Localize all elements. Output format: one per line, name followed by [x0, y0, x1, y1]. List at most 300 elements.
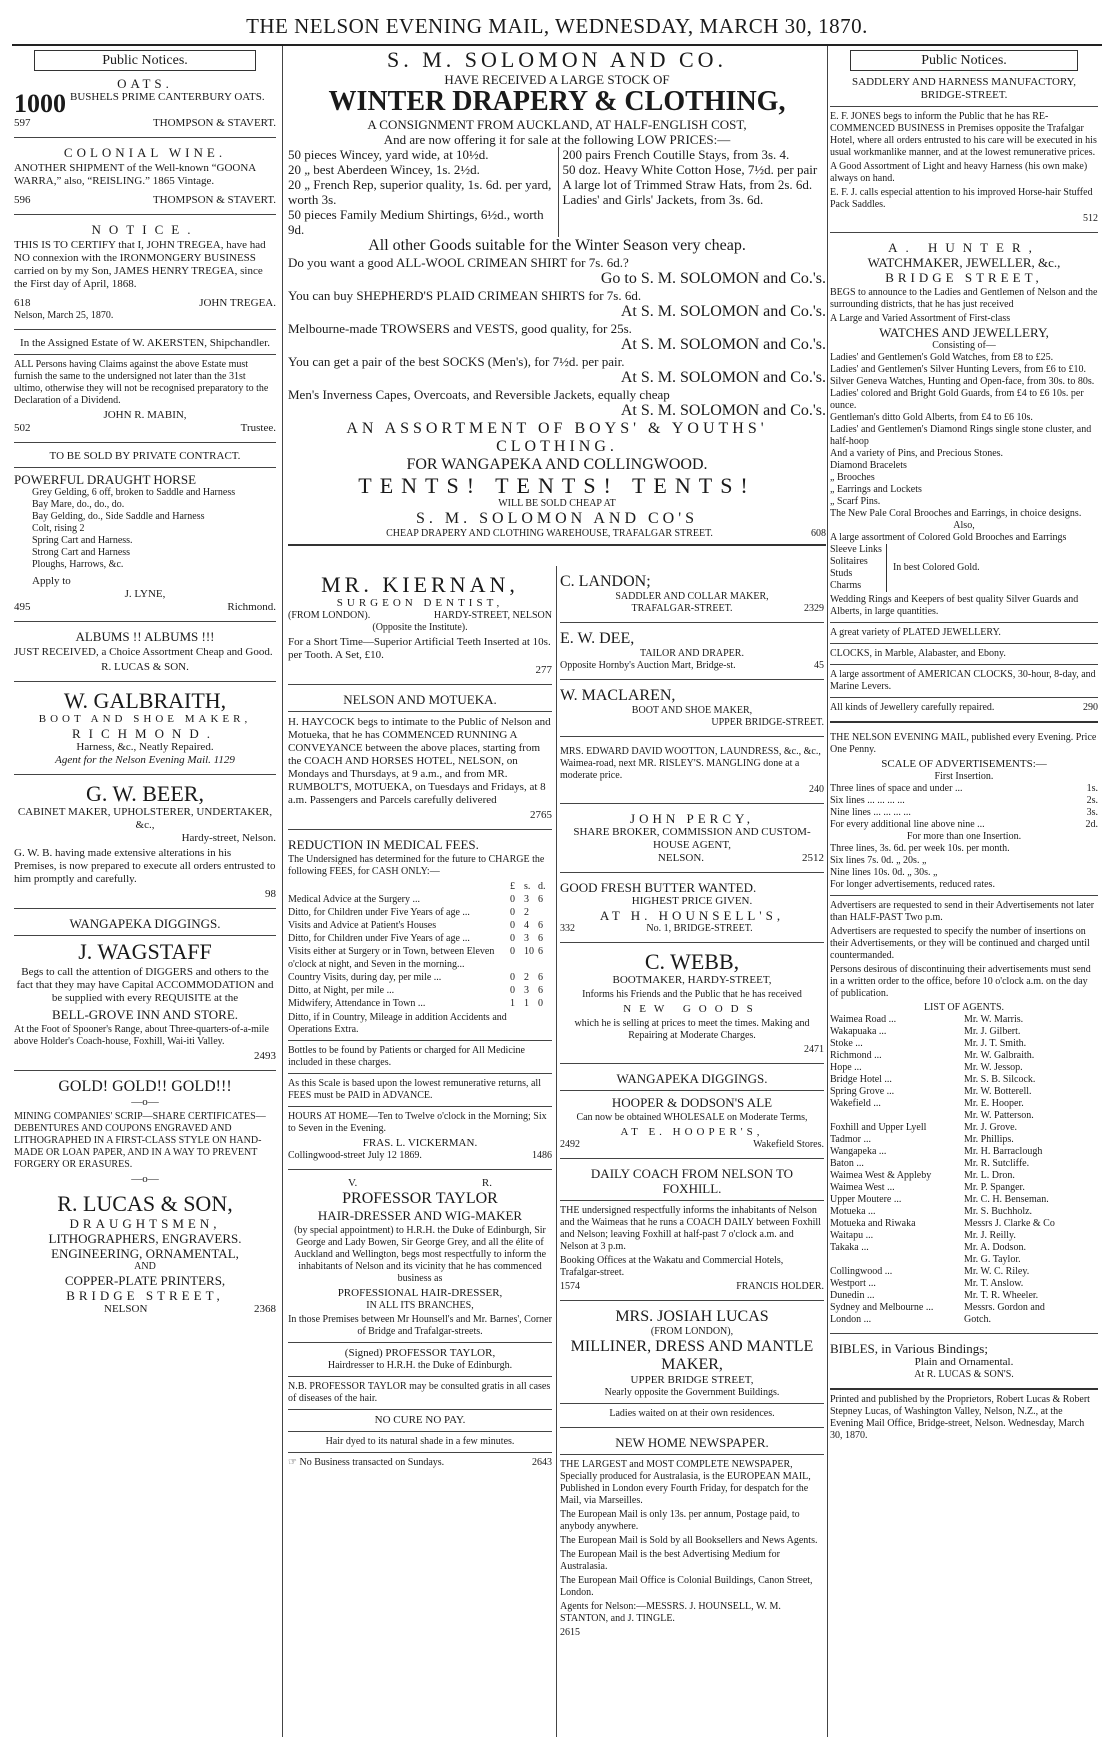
agent-cell: London ... [830, 1314, 872, 1325]
ad-p5: The European Mail Office is Colonial Buildings, Canon Street, London. [560, 1575, 813, 1598]
agent-cell: Mr. P. Spanger. [964, 1182, 1025, 1193]
ad-number: 512 [1083, 213, 1098, 224]
table-row: Visits and Advice at Patient's Houses 0 4 6 [288, 920, 543, 931]
ad-american: A large assortment of AMERICAN CLOCKS, 30-hour, 8-day, and Marine Levers. [830, 669, 1096, 692]
ad-text: G. W. B. having made extensive alterations in his Premises, is now prepared to execute all orders entrusted to him promptly and carefully. [14, 847, 276, 885]
rate-row: Six lines 7s. 0d. „ 20s. „ [830, 855, 927, 866]
column-3 [560, 570, 824, 1642]
ad-trade: WATCHMAKER, JEWELLER, &c., [867, 255, 1061, 270]
ad-p3: E. F. J. calls especial attention to his improved Horse-hair Stuffed Pack Saddles. [830, 187, 1093, 210]
agent-cell: Waimea West ... [830, 1182, 895, 1193]
agents-list [830, 1014, 1098, 1326]
ad-p2: The European Mail is only 13s. per annum, Postage paid, to anybody anywhere. [560, 1509, 800, 1532]
ad-name-2: S. M. SOLOMON AND CO'S [415, 510, 699, 527]
ad-text: THE undersigned respectfully informs the inhabitants of Nelson and the Waimeas that he runs a COACH DAILY between Foxhill and Nelson; leaving Foxhill at half-past 7 o'clock a.m. and Nelson at 3 p.m. [560, 1205, 821, 1252]
ad-vr: R. [481, 1177, 492, 1189]
agent-cell: Spring Grove ... [830, 1086, 895, 1097]
ad-name: G. W. BEER, [86, 781, 204, 806]
list-item: Colt, rising 2 [32, 523, 85, 534]
ad-line: BRIDGE STREET, [66, 1288, 224, 1303]
ad-offer: And are now offering it for sale at the following LOW PRICES:— [383, 132, 731, 147]
agent-cell: Sydney and Melbourne ... [830, 1302, 934, 1313]
fees-header: £ [510, 881, 515, 892]
ad-from: (FROM LONDON). [288, 610, 371, 621]
ad-repair: All kinds of Jewellery carefully repaired. [830, 702, 995, 713]
promo-answer: At S. M. SOLOMON and Co.'s. [620, 402, 826, 419]
agent-cell: Mr. J. Reilly. [964, 1230, 1016, 1241]
agent-cell: Collingwood ... [830, 1266, 893, 1277]
ad-estate [14, 334, 276, 438]
list-item: Studs [830, 568, 853, 579]
list-item: Ladies' colored and Bright Gold Guards, from £4 to £6 10s. per ounce. [830, 388, 1084, 411]
ad-title: COLONIAL WINE. [63, 145, 227, 160]
ad-first: First Insertion. [934, 771, 994, 782]
price-item: Ladies' and Girls' Jackets, from 3s. 6d. [562, 192, 764, 207]
ad-text: Informs his Friends and the Public that he has received [582, 989, 802, 1000]
ad-bibles [830, 1338, 1098, 1384]
price-item: A large lot of Trimmed Straw Hats, from 2s. 6d. [562, 177, 813, 192]
promo-answer: At S. M. SOLOMON and Co.'s. [620, 336, 826, 353]
ad-scale: SCALE OF ADVERTISEMENTS:— [881, 758, 1047, 770]
ad-plated: A great variety of PLATED JEWELLERY. [830, 627, 1001, 638]
ad-text: BUSHELS PRIME CANTERBURY OATS. [70, 91, 265, 103]
column-rule [556, 566, 557, 1737]
masthead: THE NELSON EVENING MAIL, WEDNESDAY, MARCH 30, 1870. [246, 14, 868, 38]
list-item: Gentleman's ditto Gold Alberts, from £4 to £6 10s. [830, 412, 1033, 423]
ad-line: AND [134, 1261, 156, 1272]
agent-cell: Mr. T. R. Wheeler. [964, 1290, 1039, 1301]
ad-premises: In those Premises between Mr Hounsell's and Mr. Barnes', Corner of Bridge and Trafalgar-streets. [288, 1314, 552, 1337]
price-list-left [288, 147, 552, 237]
item-list [14, 487, 276, 571]
ad-number: 1486 [532, 1150, 552, 1161]
ad-mail [830, 727, 1098, 1329]
ad-signature: FRANCIS HOLDER. [736, 1281, 824, 1292]
list-item: Grey Gelding, 6 off, broken to Saddle and Harness [32, 487, 236, 498]
agent-cell: Mr. W. Marris. [964, 1014, 1024, 1025]
ad-p3: The European Mail is Sold by all Booksellers and News Agents. [560, 1535, 818, 1546]
price-item: 50 pieces Family Medium Shirtings, 6½d., worth 9d. [288, 207, 544, 237]
column-2 [288, 570, 552, 1472]
ad-wagstaff [14, 913, 276, 1066]
ad-wootton [560, 741, 824, 799]
price-list-right [558, 147, 827, 237]
ad-number: 2493 [254, 1050, 276, 1062]
list-item: Diamond Bracelets [830, 460, 907, 471]
ad-dyed: Hair dyed to its natural shade in a few minutes. [325, 1436, 515, 1447]
ad-signature: J. LYNE, [124, 588, 166, 600]
ad-coach [560, 1163, 824, 1296]
ad-trade: SADDLER AND COLLAR MAKER, [615, 591, 769, 602]
ad-title: In the Assigned Estate of W. AKERSTEN, Shipchandler. [20, 337, 270, 349]
list-item: „ Earrings and Lockets [830, 484, 922, 495]
ad-longer: For longer advertisements, reduced rates. [830, 879, 995, 890]
list-item: Spring Cart and Harness. [32, 535, 133, 546]
agent-cell: Mr. W. C. Riley. [964, 1266, 1030, 1277]
ad-all: All other Goods suitable for the Winter Season very cheap. [368, 237, 746, 254]
column-4 [830, 48, 1098, 1444]
ad-branches: IN ALL ITS BRANCHES, [366, 1300, 474, 1311]
agent-cell: Waitapu ... [830, 1230, 874, 1241]
ad-name: W. MACLAREN, [560, 687, 676, 704]
ad-consist: Consisting of— [932, 340, 996, 351]
ad-address: Wakefield Stores. [753, 1139, 824, 1150]
ad-number: 2643 [532, 1457, 552, 1468]
ad-p3: Persons desirous of discontinuing their advertisements must send in a written order to the office, before 10 o'clock a.m. on the day of publication. [830, 964, 1091, 999]
ad-big-number: 1000 [14, 89, 66, 118]
ad-warehouse: CHEAP DRAPERY AND CLOTHING WAREHOUSE, TRAFALGAR STREET. [386, 528, 713, 539]
ad-number: 45 [814, 660, 824, 671]
agent-cell: Mr. Phillips. [964, 1134, 1014, 1145]
ad-signature: THOMPSON & STAVERT. [152, 194, 276, 206]
ad-number: 290 [1083, 702, 1098, 713]
agent-cell: Mr. A. Dodson. [964, 1242, 1026, 1253]
agent-cell: Upper Moutere ... [830, 1194, 902, 1205]
ad-agents: Agents for Nelson:—MESSRS. J. HOUNSELL, W. M. STANTON, and J. TINGLE. [560, 1601, 781, 1624]
ad-name: J. WAGSTAFF [78, 939, 212, 964]
ad-at: AT H. HOUNSELL'S, [599, 908, 785, 923]
ad-p1: Advertisers are requested to send in their Advertisements not later than HALF-PAST Two p.m. [830, 900, 1095, 923]
ad-address: Opposite Hornby's Auction Mart, Bridge-st. [560, 660, 736, 671]
table-row: Country Visits, during day, per mile ... 0 2 6 [288, 972, 543, 983]
ad-offices: Booking Offices at the Wakatu and Commercial Hotels, Trafalgar-street. [560, 1255, 784, 1278]
agent-cell: Mr. J. T. Smith. [964, 1038, 1027, 1049]
ad-title: ALBUMS !! ALBUMS !!! [75, 629, 215, 644]
ad-text: H. HAYCOCK begs to intimate to the Public of Nelson and Motueka, that he has COMMENCED RUNNING A CONVEYANCE between the above places, starting from the COACH AND HORSES HOTEL, NELSON, on Mondays and Thursdays, at 9 a.m., and from MR. RUMBOLT'S, MOTUEKA, on Tuesdays and Fridays, at 8 a.m. Passengers and Parcels carefully delivered [288, 716, 551, 806]
imprint: Printed and published by the Proprietors, Robert Lucas & Robert Stepney Lucas, of Washington Valley, Nelson, N.Z., at the Evening Mail Office, Bridge-street, Nelson. Wednesday, March 30, 1870. [830, 1394, 1090, 1441]
price-item: 50 pieces Wincey, yard wide, at 10½d. [288, 147, 489, 162]
ad-divider: —o— [131, 1173, 159, 1185]
ad-address: HARDY-STREET, NELSON [433, 610, 552, 621]
promo-question: Men's Inverness Capes, Overcoats, and Reversible Jackets, equally cheap [288, 387, 670, 402]
agent-cell: Mr. W. Botterell. [964, 1086, 1032, 1097]
ad-name: MRS. JOSIAH LUCAS [615, 1308, 769, 1325]
ad-signature: JOHN R. MABIN, [103, 409, 187, 421]
ad-name: PROFESSOR TAYLOR [342, 1190, 498, 1207]
ad-trade: CABINET MAKER, UPHOLSTERER, UNDERTAKER, &c., [17, 806, 273, 831]
agent-cell: Motueka ... [830, 1206, 876, 1217]
ad-name: C. LANDON; [560, 573, 651, 590]
jewellery-group [830, 544, 887, 592]
ad-opp: (Opposite the Institute). [372, 622, 468, 633]
agent-cell: Tadmor ... [830, 1134, 871, 1145]
ad-number: 608 [811, 528, 826, 539]
ad-mrs-lucas [560, 1305, 824, 1423]
table-row: Visits either at Surgery or in Town, between Eleven o'clock at night, and Seven in the morning... 0 10 6 [288, 946, 543, 970]
ad-title: WANGAPEKA DIGGINGS. [616, 1071, 768, 1086]
agent-cell: Stoke ... [830, 1038, 863, 1049]
ad-kiernan [288, 570, 552, 680]
agent-cell: Hope ... [830, 1062, 862, 1073]
agent-cell: Mr. T. Anslow. [964, 1278, 1024, 1289]
ad-number: 596 [14, 194, 31, 206]
list-item: Sleeve Links [830, 544, 882, 555]
ad-trade: BOOT AND SHOE MAKER, [38, 713, 252, 725]
ad-groupnote: In best Colored Gold. [892, 562, 980, 573]
ad-sub: HAVE RECEIVED A LARGE STOCK OF [444, 72, 670, 87]
ad-trade: SHARE BROKER, COMMISSION AND CUSTOM-HOUSE AGENT, [573, 826, 811, 851]
agent-cell: Mr. J. Grove. [964, 1122, 1018, 1133]
ad-line: LITHOGRAPHERS, ENGRAVERS. [48, 1231, 242, 1246]
ad-line: ENGINEERING, ORNAMENTAL, [51, 1246, 239, 1261]
agent-cell: Mr. L. Dron. [964, 1170, 1015, 1181]
ad-wine [14, 142, 276, 210]
table-row: Medical Advice at the Surgery ... 0 3 6 [288, 894, 543, 905]
ad-number: 2329 [803, 603, 824, 614]
agent-cell: Mr. E. Hooper. [964, 1098, 1024, 1109]
agent-cell: Mr. J. Gilbert. [964, 1026, 1021, 1037]
ad-text: BEGS to announce to the Ladies and Gentlemen of Nelson and the surrounding districts, that he has just received [830, 287, 1098, 310]
ad-number: 2615 [560, 1627, 580, 1638]
masthead-rule [12, 44, 1102, 46]
ad-wj: WATCHES AND JEWELLERY, [879, 325, 1049, 340]
ad-address: UPPER BRIDGE STREET, [630, 1374, 754, 1386]
agent-cell: Foxhill and Upper Lyell [830, 1122, 927, 1133]
ad-prof: PROFESSIONAL HAIR-DRESSER, [337, 1287, 503, 1299]
list-item: And a variety of Pins, and Precious Stones. [830, 448, 1004, 459]
promo-question: You can buy SHEPHERD'S PLAID CRIMEAN SHIRTS for 7s. 6d. [288, 288, 642, 303]
ad-oats [14, 73, 276, 133]
ad-signed: (Signed) PROFESSOR TAYLOR, [344, 1347, 496, 1359]
ad-at: AT E. HOOPER'S, [620, 1126, 764, 1138]
ad-address: TRAFALGAR-STREET. [631, 603, 733, 614]
rate-row: Nine lines ... ... ... ... 3s. [830, 807, 1098, 818]
ad-also: Also, [953, 520, 975, 531]
ad-number: 495 [14, 601, 31, 613]
ad-trade: MILLINER, DRESS AND MANTLE MAKER, [570, 1338, 814, 1373]
table-row: Midwifery, Attendance in Town ... 1 1 0 [288, 998, 543, 1009]
ad-number: 240 [809, 784, 824, 795]
ad-wait: Ladies waited on at their own residences. [609, 1408, 775, 1419]
ad-title: NOTICE. [91, 222, 199, 237]
ad-at: At R. LUCAS & SON'S. [914, 1369, 1014, 1380]
ad-text: JUST RECEIVED, a Choice Assortment Cheap and Good. [14, 646, 273, 658]
ad-landon [560, 570, 824, 618]
ad-nb: N.B. PROFESSOR TAYLOR may be consulted gratis in all cases of diseases of the hair. [288, 1381, 551, 1404]
price-item: 200 pairs French Coutille Stays, from 3s. 4. [562, 147, 790, 162]
list-item: Silver Geneva Watches, Hunting and Open-face, from 30s. to 80s. [830, 376, 1095, 387]
ad-trade: TAILOR AND DRAPER. [640, 648, 744, 659]
ad-street: BRIDGE STREET, [885, 270, 1043, 285]
agent-cell: Mr. R. Sutcliffe. [964, 1158, 1030, 1169]
ad-fees [288, 834, 552, 1165]
ad-place: Hardy-street, Nelson. [181, 832, 276, 844]
table-row: Ditto, at Night, per mile ... 0 3 6 [288, 985, 543, 996]
ad-signature: R. LUCAS & SON. [101, 661, 189, 673]
ad-number: 2368 [254, 1303, 276, 1315]
ad-number: 277 [535, 664, 552, 676]
ad-sale [14, 447, 276, 617]
column-rule [282, 46, 283, 1737]
ad-scale: As this Scale is based upon the lowest remunerative returns, all FEES must be PAID in ADVANCE. [288, 1078, 541, 1101]
agent-cell: Wangapeka ... [830, 1146, 887, 1157]
pointing-hand-icon: ☞ [288, 1457, 297, 1468]
ad-line: COPPER-PLATE PRINTERS, [64, 1273, 226, 1288]
promo-answer: At S. M. SOLOMON and Co.'s. [620, 303, 826, 320]
promo-question: Do you want a good ALL-WOOL CRIMEAN SHIRT for 7s. 6d.? [288, 255, 629, 270]
ad-p2: A Good Assortment of Light and heavy Harness (his own make) always on hand. [830, 161, 1088, 184]
list-item: „ Scarf Pins. [830, 496, 881, 507]
ad-cheap: WILL BE SOLD CHEAP AT [498, 498, 616, 509]
ad-divider: —o— [131, 1096, 159, 1108]
list-item: Solitaires [830, 556, 868, 567]
ad-vr: V. [348, 1177, 358, 1189]
price-item: 50 doz. Heavy White Cotton Hose, 7½d. per pair [562, 162, 818, 177]
ad-title: SURGEON DENTIST, [336, 597, 504, 609]
agent-cell: Mr. W. Patterson. [964, 1110, 1034, 1121]
ad-gold [14, 1075, 276, 1189]
promo-lines [288, 255, 826, 420]
ad-extra: Ditto, if in Country, Mileage in addition Accidents and Operations Extra. [288, 1012, 507, 1035]
ad-price: HIGHEST PRICE GIVEN. [631, 895, 753, 907]
ad-headline: WINTER DRAPERY & CLOTHING, [328, 86, 786, 117]
ad-name: W. GALBRAITH, [63, 688, 227, 713]
rates-list [830, 783, 1098, 831]
ad-text: Can now be obtained WHOLESALE on Moderate Terms, [576, 1112, 808, 1123]
promo-question: You can get a pair of the best SOCKS (Men's), for 7½d. per pair. [288, 354, 625, 369]
ad-text: THE LARGEST and MOST COMPLETE NEWSPAPER, Specially produced for Australasia, is the EUROPEAN MAIL, Published in London every Fourth Friday, for despatch for the Mail, via Marseilles. [560, 1459, 811, 1506]
ad-dee [560, 627, 824, 675]
ad-number: 2765 [530, 809, 552, 821]
ad-text: MRS. EDWARD DAVID WOOTTON, LAUNDRESS, &c., &c., Waimea-road, next MR. RISLEY'S. MANGLING done at a moderate price. [560, 746, 821, 781]
agent-cell: Wakapuaka ... [830, 1026, 887, 1037]
ad-address: Collingwood-street July 12 1869. [288, 1150, 422, 1161]
ad-name: A. HUNTER, [888, 240, 1040, 255]
agent-cell: Mr. S. Buchholz. [964, 1206, 1033, 1217]
ad-sunday: No Business transacted on Sundays. [299, 1457, 445, 1468]
price-item: 20 „ best Aberdeen Wincey, 1s. 2½d. [288, 162, 480, 177]
agent-cell [830, 1110, 964, 1122]
rate-row: Six lines ... ... ... ... 2s. [830, 795, 1098, 806]
ad-hunter [830, 237, 1098, 717]
agent-cell: Motueka and Riwaka [830, 1218, 916, 1229]
agent-cell: Wakefield ... [830, 1098, 881, 1109]
ad-title: NELSON AND MOTUEKA. [343, 692, 497, 707]
ad-name: S. M. SOLOMON AND CO. [386, 47, 728, 72]
ad-number: 332 [560, 923, 575, 934]
ad-trade: BOOT AND SHOE MAKER, [631, 705, 753, 716]
agent-cell: Dunedin ... [830, 1290, 875, 1301]
ad-hours: HOURS AT HOME—Ten to Twelve o'clock in the Morning; Six to Seven in the Evening. [288, 1111, 547, 1134]
ad-name: C. WEBB, [644, 949, 740, 974]
list-item: „ Brooches [830, 472, 875, 483]
ad-lucas [14, 1189, 276, 1319]
ad-title: NEW HOME NEWSPAPER. [615, 1435, 769, 1450]
promo-answer: Go to S. M. SOLOMON and Co.'s. [600, 270, 826, 287]
ad-text: For a Short Time—Superior Artificial Teeth Inserted at 10s. per Tooth. A Set, £10. [288, 636, 551, 661]
promo-answer: At S. M. SOLOMON and Co.'s. [620, 369, 826, 386]
ad-title: WANGAPEKA DIGGINGS. [69, 916, 221, 931]
ad-number: 2512 [801, 852, 824, 864]
ad-colored: A large assortment of Colored Gold Brooches and Earrings [830, 532, 1067, 543]
ad-number: 1574 [560, 1281, 580, 1292]
ad-place: NELSON [104, 1303, 148, 1315]
agent-cell: Mr. W. Jessop. [964, 1062, 1023, 1073]
agent-cell: Baton ... [830, 1158, 864, 1169]
ad-hd: Hairdresser to H.R.H. the Duke of Edinburgh. [327, 1360, 513, 1371]
rate-row: Nine lines 10s. 0d. „ 30s. „ [830, 867, 938, 878]
ad-haycock [288, 689, 552, 825]
ad-text: ALL Persons having Claims against the above Estate must furnish the same to the undersigned not later than the 31st ultimo, otherwise they will not be recognised preparatory to the Declaration of a Dividend. [14, 359, 269, 406]
rate-row: For every additional line above nine ... 2d. [830, 819, 1098, 830]
ad-solomon [288, 48, 826, 550]
ad-for: FOR WANGAPEKA AND COLLINGWOOD. [406, 456, 708, 473]
ad-beer [14, 779, 276, 904]
agent-cell: Messrs. Gordon and [964, 1302, 1045, 1313]
fees-table [288, 880, 552, 1010]
agent-cell: Waimea Road ... [830, 1014, 897, 1025]
ad-text: BIBLES, in Various Bindings; [830, 1341, 988, 1356]
ad-opp: Nearly opposite the Government Buildings. [604, 1387, 780, 1398]
ad-name: JOHN PERCY, [630, 811, 754, 826]
list-item: Bay Mare, do., do., do. [32, 499, 125, 510]
list-item: The New Pale Coral Brooches and Earrings, in choice designs. [830, 508, 1082, 519]
ad-place: RICHMOND. [71, 726, 219, 741]
ad-lead: POWERFUL DRAUGHT HORSE [14, 472, 197, 487]
list-item: Ladies' and Gentlemen's Gold Watches, from £8 to £25. [830, 352, 1054, 363]
list-item: Charms [830, 580, 862, 591]
ad-address: No. 1, BRIDGE-STREET. [646, 923, 753, 934]
ad-text: The Undersigned has determined for the future to CHARGE the following FEES, for CASH ONLY:— [288, 854, 545, 877]
ad-agent: Agent for the Nelson Evening Mail. 1129 [55, 754, 235, 766]
table-row: Ditto, for Children under Five Years of age ... 0 3 6 [288, 933, 543, 944]
ad-title: DAILY COACH FROM NELSON TO FOXHILL. [590, 1166, 794, 1196]
ad-text: E. F. JONES begs to inform the Public that he has RE-COMMENCED BUSINESS in Premises opposite the Trafalgar Hotel, where all orders entrusted to his care will be executed in his usual workmanlike manner, and at the lowest remunerative prices. [830, 111, 1097, 158]
ad-text: Begs to call the attention of DIGGERS and others to the fact that they may have Capital ACCOMMODATION and be supplied with every REQUISITE at the [16, 966, 274, 1004]
ad-number: 597 [14, 117, 31, 129]
ad-title: OATS. [117, 76, 173, 91]
agent-cell [830, 1254, 964, 1266]
ad-text: MINING COMPANIES' SCRIP—SHARE CERTIFICATES—DEBENTURES AND COUPONS ENGRAVED AND LITHOGRAPHED IN A FIRST-CLASS STYLE ON HAND-MADE OR LOAN PAPER, AND IN A WAY TO PREVENT FORGERY OR ERASURES. [14, 1111, 266, 1170]
ad-number: 502 [14, 422, 31, 434]
ad-signature: JOHN TREGEA. [199, 297, 276, 309]
ad-apply: Apply to [32, 575, 71, 587]
rate-row: Three lines, 3s. 6d. per week 10s. per month. [830, 843, 1010, 854]
ad-title: SADDLERY AND HARNESS MANUFACTORY, BRIDGE-STREET. [852, 76, 1076, 101]
agent-cell: Mr. H. Barraclough [964, 1146, 1043, 1157]
ad-address: UPPER BRIDGE-STREET. [711, 717, 824, 728]
table-row: Ditto, for Children under Five Years of age ... 0 2 [288, 907, 529, 918]
ad-jones [830, 73, 1098, 228]
ad-name: E. W. DEE, [560, 630, 635, 647]
agent-cell: Gotch. [964, 1314, 991, 1325]
promo-question: Melbourne-made TROWSERS and VESTS, good quality, for 25s. [288, 321, 632, 336]
agent-cell: Takaka ... [830, 1242, 869, 1253]
section-header: Public Notices. [850, 50, 1078, 71]
ad-place: Richmond. [227, 601, 276, 613]
ad-name: MR. KIERNAN, [321, 572, 519, 597]
ad-number: 98 [265, 888, 276, 900]
ad-number: 2492 [560, 1139, 580, 1150]
agent-cell: Bridge Hotel ... [830, 1074, 892, 1085]
ad-hooper [560, 1068, 824, 1154]
ad-albums [14, 626, 276, 677]
ad-assort: A Large and Varied Assortment of First-class [830, 313, 1011, 324]
price-item: 20 „ French Rep, superior quality, 1s. 6d. per yard, worth 3s. [288, 177, 552, 207]
agent-cell: Mr. C. H. Benseman. [964, 1194, 1049, 1205]
ad-agents-title: LIST OF AGENTS. [923, 1002, 1005, 1013]
ad-place: NELSON. [657, 852, 705, 864]
ad-boys: AN ASSORTMENT OF BOYS' & YOUTHS' CLOTHING. [346, 420, 768, 455]
ad-goods: NEW GOODS [623, 1003, 761, 1015]
ad-notice [14, 219, 276, 325]
agent-cell: Mr. W. Galbraith. [964, 1050, 1035, 1061]
ad-tents: TENTS! TENTS! TENTS! [358, 473, 756, 498]
ad-number: 618 [14, 297, 31, 309]
column-1 [14, 48, 276, 1319]
jewellery-list [830, 352, 1098, 520]
rates-list-2 [830, 843, 1098, 879]
